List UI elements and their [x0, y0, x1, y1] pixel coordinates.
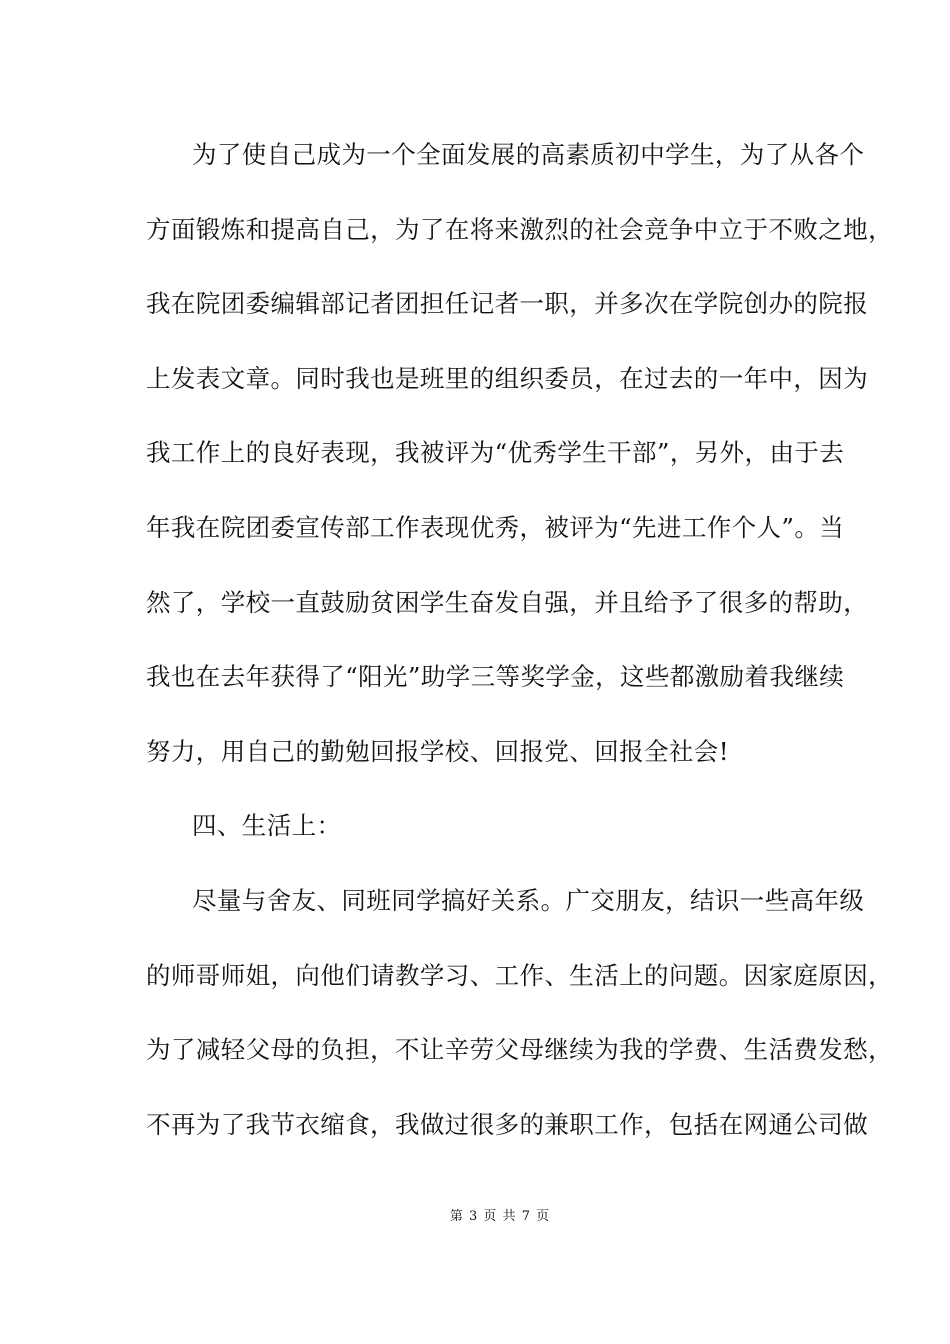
paragraph-line: 年我在院团委宣传部工作表现优秀，被评为“先进工作个人”。当 [146, 513, 845, 542]
paragraph-line: 我工作上的良好表现，我被评为“优秀学生干部”，另外，由于去 [146, 438, 845, 467]
section-heading: 四、生活上： [192, 811, 342, 840]
paragraph-line: 然了，学校一直鼓励贫困学生奋发自强，并且给予了很多的帮助， [146, 588, 869, 617]
paragraph-line: 为了减轻父母的负担，不让辛劳父母继续为我的学费、生活费发愁， [146, 1035, 893, 1064]
paragraph-line: 不再为了我节衣缩食，我做过很多的兼职工作，包括在网通公司做 [146, 1110, 869, 1139]
paragraph-line: 我也在去年获得了“阳光”助学三等奖学金，这些都激励着我继续 [146, 662, 845, 691]
paragraph-line: 为了使自己成为一个全面发展的高素质初中学生，为了从各个 [192, 140, 865, 169]
paragraph-line: 我在院团委编辑部记者团担任记者一职，并多次在学院创办的院报 [146, 289, 869, 318]
paragraph-line: 尽量与舍友、同班同学搞好关系。广交朋友，结识一些高年级 [192, 886, 865, 915]
paragraph-line: 努力，用自己的勤勉回报学校、回报党、回报全社会! [146, 737, 729, 766]
paragraph-line: 上发表文章。同时我也是班里的组织委员，在过去的一年中，因为 [146, 364, 869, 393]
paragraph-line: 方面锻炼和提高自己，为了在将来激烈的社会竞争中立于不败之地， [146, 215, 893, 244]
page-number-footer: 第 3 页 共 7 页 [449, 1209, 551, 1224]
paragraph-line: 的师哥师姐，向他们请教学习、工作、生活上的问题。因家庭原因， [146, 961, 893, 990]
